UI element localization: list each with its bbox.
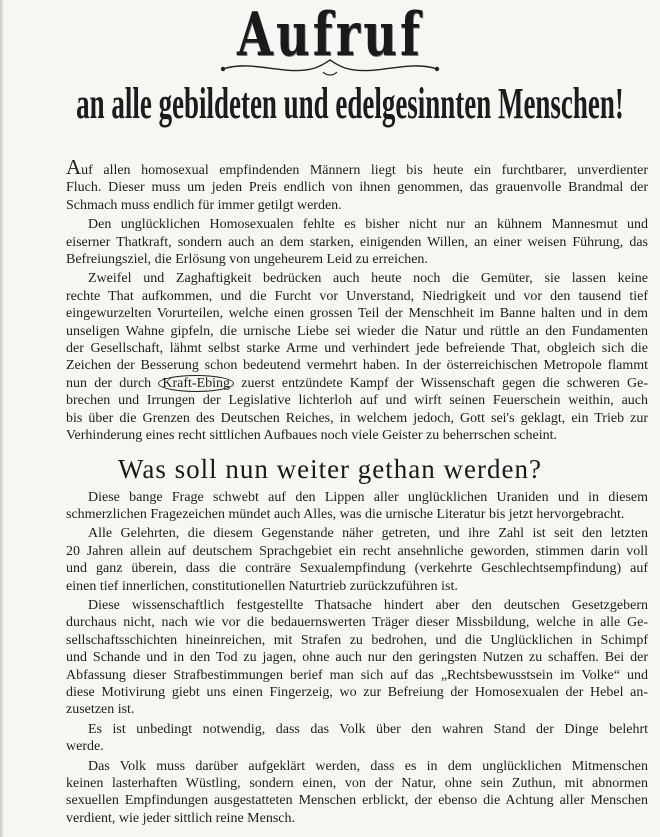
text-line: zusetzen ist.: [66, 702, 135, 718]
text-line: Diese wissenschaftlich festgestellte Thatsache hindert aber den deutschen Gesetzgebern: [88, 597, 648, 613]
text-line: Verhinderung eines recht sittlichen Aufbaues noch viele Geister zu beherrschen scheint.: [66, 428, 557, 444]
paragraph-6: [66, 597, 648, 719]
text-line: Abfassung dieser Strafbestimmungen berief man sich auf das „Rechtsbewusstsein im Volke“ und: [66, 667, 648, 683]
text-line: bis über die Grenzen des Deutschen Reiches, in welchem jedoch, Gott sei's geklagt, ein Trieb zur: [66, 410, 648, 426]
text-line: Alle Gelehrten, die diesem Gegenstande näher getreten, und ihre Zahl ist seit den letzten: [88, 526, 648, 542]
paragraph-4: [66, 489, 648, 524]
text-line: sexuellen Empfindungen ausgestatteten Menschen erblickt, der ebenso die Achtung aller Menschen: [66, 793, 648, 809]
paragraph-8: [66, 758, 648, 828]
text-line: durchaus nicht, nach wie vor die bedauernswerten Träger dieser Missbildung, welche in alle Ge-: [66, 615, 648, 631]
text-line: diese Motivirung giebt uns einen Fingerzeig, wo zur Befreiung der Homosexualen der Hebel an-: [66, 684, 648, 700]
section-heading: Was soll nun weiter gethan werden?: [118, 453, 542, 484]
text-line: brechen und Irrungen der Legislative lichterloh auf und wirft seinen Feuerschein weithin, auch: [66, 393, 648, 409]
title-flourish-ornament: [215, 56, 445, 78]
text-line: Zweifel und Zaghaftigkeit bedrücken auch heute noch die Gemüter, sie lassen keine: [88, 271, 648, 287]
text-line: eiserner Thatkraft, sondern auch an dem starken, einigenden Willen, an einer weisen Führung, das: [66, 234, 648, 250]
text-line: Auf allen homosexual empfindenden Männern liegt bis heute ein furchtbarer, unverdienter: [66, 155, 648, 179]
text-line: werde.: [66, 739, 104, 755]
text-line: Diese bange Frage schwebt auf den Lippen aller unglücklichen Uraniden und in diesem: [88, 489, 648, 505]
text-line: [66, 375, 648, 392]
text-line: schmerzlichen Fragezeichen mündet auch Alles, was die urnische Literatur bis jetzt hervorgebracht.: [66, 506, 625, 522]
text-line: und Schande und in den Tod zu jagen, ohne auch nur den geringsten Nutzen zu schaffen. Bei der: [66, 650, 648, 666]
document-subtitle: an alle gebildeten und edelgesinnten Menschen!: [76, 79, 624, 128]
body-text: [0, 155, 660, 829]
text-line: einen tief innerlichen, constitutionellen Naturtrieb zurückzuführen ist.: [66, 578, 458, 594]
text-line: verdient, wie jeder sittlich reine Mensch.: [66, 810, 295, 826]
paragraph-5: [66, 525, 648, 595]
paragraph-3: [66, 270, 648, 444]
text-line: Schmach muss endlich für immer getilgt werden.: [66, 197, 342, 213]
text-line: Zeichen der Besserung schon bedeutend vermehrt haben. In der österreichischen Metropole flammt: [66, 358, 648, 374]
text-line: sellschaftsschichten hineinreichen, mit Strafen zu bedrohen, und die Unglücklichen in Schimpf: [66, 632, 648, 648]
text-line: Den unglücklichen Homosexualen fehlte es bisher nicht nur an kühnem Mannesmut und: [88, 217, 648, 233]
text-line: eingewurzelten Vorurteilen, welche einen grossen Teil der Menschheit im Banne halten und in dem: [66, 306, 648, 322]
text-line: keinen lasterhaften Wüstling, sondern einen, von der Natur, ohne sein Zuthun, mit abnormen: [66, 776, 648, 791]
text-line: 20 Jahren allein auf deutschem Sprachgebiet ein recht ansehnliche geworden, stimmen darin voll: [66, 543, 648, 559]
text-line: unseligen Wahne gipfeln, die urnische Liebe sei wieder die Natur und rüttle an den Fundamenten: [66, 323, 648, 339]
text-line: der Gesellschaft, lähmt selbst starke Arme und verhindert jede befreiende That, obgleich sich die: [66, 341, 648, 357]
text-fragment: nun der durch: [66, 375, 159, 391]
text-line: rechte That aufkommen, und die Furcht vor Unverstand, Niedrigkeit und vor den tausend tief: [66, 288, 648, 304]
circled-name-annotation: Kraft-Ebing: [158, 375, 234, 392]
text-line: Das Volk muss darüber aufgeklärt werden, dass es in dem unglücklichen Mitmenschen: [88, 758, 648, 774]
document-title: Aufruf: [236, 0, 424, 70]
paragraph-7: [66, 721, 648, 756]
text-fragment: zuerst entzündete Kampf der Wissenschaft gegen die schweren Ge-: [234, 375, 648, 391]
text-line: Befreiungsziel, die Erlösung von ungeheurem Leid zu erreichen.: [66, 252, 428, 268]
text-line: Es ist unbedingt notwendig, dass das Volk über den wahren Stand der Dinge belehrt: [88, 721, 648, 737]
paragraph-2: [66, 216, 648, 268]
text-line: und ganz überein, dass die conträre Sexualempfindung (verkehrte Geschlechtsempfindung) auf: [66, 561, 648, 577]
text-line: Fluch. Dieser muss um jeden Preis endlich von ihnen genommen, das grauenvolle Brandmal der: [66, 180, 648, 196]
paragraph-1: [66, 155, 648, 214]
